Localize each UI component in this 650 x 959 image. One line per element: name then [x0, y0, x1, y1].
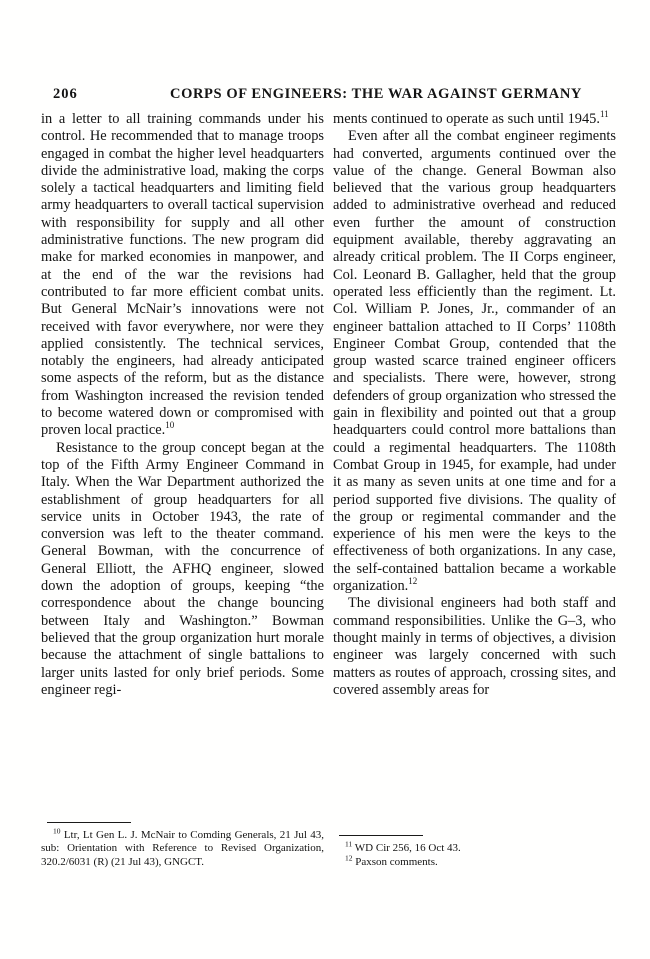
- body-paragraph: in a letter to all training commands under his control. He recommended that to manage troops engaged in combat the higher level headquarters divide the administrative load, making the corps solely a tactical headquarters and limiting field army headquarters to overall tactical supervision with responsibility for supply and all other administrative functions. The new program did make for marked economies in manpower, and at the end of the war the revisions had contributed to far more efficient combat units. But General McNair’s innovations were not received with favor everywhere, nor were they applied consistently. The technical services, notably the engineers, had already anticipated some aspects of the reform, but as the distance from Washington increased the revision tended to become watered down or compromised with proven local practice.$^{10}$: [41, 111, 324, 439]
- right-column: [333, 111, 616, 873]
- footnote-rule: [339, 835, 423, 836]
- footnote-marker: 11: [345, 839, 353, 849]
- running-title: CORPS OF ENGINEERS: THE WAR AGAINST GERMANY: [170, 86, 582, 102]
- footnote-reference: 11: [599, 109, 609, 120]
- body-paragraph: Even after all the combat engineer regiments had converted, arguments continued over the value of the change. General Bowman also believed that the various group headquarters added to administrative overhead and reduced even further the amount of construction equipment available, thereby aggravating an already critical problem. The II Corps engineer, Col. Leonard B. Gallagher, held that the group operated less efficiently than the regiment. Lt. Col. William P. Jones, Jr., commander of an engineer battalion attached to II Corps’ 1108th Engineer Combat Group, contended that the group wasted scarce trained engineer officers and specialists. There were, however, strong defenders of group organization who stressed the gain in flexibility and pointed out that a group headquarters could control more battalions than could a regimental headquarters. The 1108th Combat Group in 1945, for example, had under it as many as seven units at one time and for a period supported five divisions. The quality of the group or regimental commander and the experience of his men were the keys to the effectiveness of both organizations. In any case, the self-contained battalion became a workable organization.$^{12}$: [333, 128, 616, 595]
- footnote-block: [333, 835, 616, 873]
- footnote-reference: 10: [165, 420, 175, 431]
- footnote-marker: 10: [53, 826, 61, 836]
- body-paragraph: The divisional engineers had both staff and command responsibilities. Unlike the G–3, who thought mainly in terms of objectives, a division engineer was largely concerned with such matters as routes of approach, crossing sites, and covered assembly areas for: [333, 595, 616, 698]
- footnote: $^{12}$ Paxson comments.: [345, 852, 438, 868]
- footnote: $^{10}$ Ltr, Lt Gen L. J. McNair to Comding Generals, 21 Jul 43, sub: Orientation with Reference to Revised Organization, 320.2/6031 (R) (21 Jul 43), GNGCT.: [41, 826, 324, 868]
- footnote-reference: 12: [408, 576, 418, 587]
- left-column: [41, 111, 324, 873]
- footnote-marker: 12: [345, 852, 353, 862]
- body-paragraph: ments continued to operate as such until 1945.11: [333, 109, 609, 127]
- page-header: [41, 86, 619, 104]
- body-paragraph: Resistance to the group concept began at the top of the Fifth Army Engineer Command in Italy. When the War Department authorized the establishment of group headquarters for all service units in October 1943, the rate of conversion was left to the theater command. General Bowman, with the concurrence of General Elliott, the AFHQ engineer, slowed down the adoption of groups, keeping “the correspondence about the change bouncing between Italy and Washington.” Bowman believed that the group organization hurt morale because the attachment of single battalions to larger units lasted for only brief periods. Some engineer regi-: [41, 439, 324, 698]
- page-number: 206: [53, 86, 78, 102]
- two-column-text: [41, 111, 619, 873]
- footnote-block: [41, 822, 324, 873]
- footnote-rule: [47, 822, 131, 823]
- footnote: $^{11}$ WD Cir 256, 16 Oct 43.: [345, 839, 461, 855]
